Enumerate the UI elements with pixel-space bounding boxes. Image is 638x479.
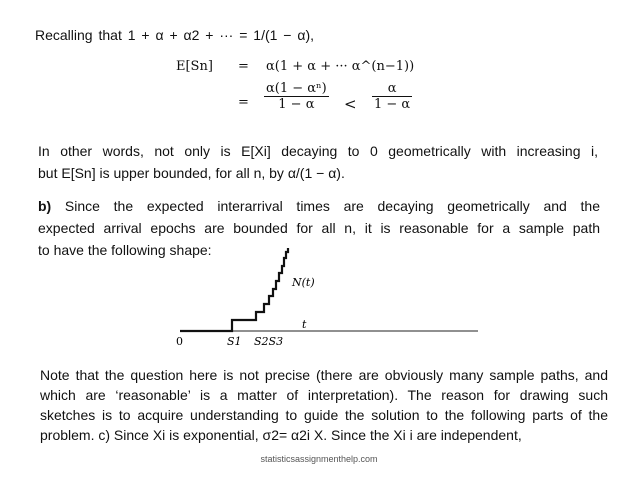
- sample-path-staircase: [180, 248, 288, 331]
- fraction-2-numerator: α: [372, 81, 412, 97]
- paragraph-line: [38, 195, 600, 217]
- equation-lhs: E[Sn]: [176, 59, 213, 74]
- fraction-1-numerator: α(1 − αⁿ): [266, 81, 327, 96]
- paragraph-line: sketches is to acquire understanding to guide the solution to the following parts of the: [40, 407, 608, 423]
- equation-equals-1: =: [238, 59, 249, 74]
- axis-label-t: t: [302, 318, 307, 331]
- paragraph-line: expected arrival epochs are bounded for all n, it is reasonable for a sample path: [38, 220, 600, 236]
- fraction-1-denominator: 1 − α: [278, 97, 315, 112]
- intro-line: Recalling that 1 + α + α2 + ··· = 1/(1 − α),: [35, 27, 315, 43]
- s1-label: S1: [227, 335, 242, 348]
- sample-path-figure: [172, 248, 482, 353]
- equation-fraction-1: [264, 81, 329, 112]
- paragraph-line: In other words, not only is E[Xi] decaying to 0 geometrically with increasing i,: [38, 143, 598, 159]
- part-b-label: b): [38, 198, 52, 214]
- curve-label: N(t): [292, 276, 315, 289]
- equation-rhs-sum: α(1 + α + ··· α^(n−1)): [266, 59, 415, 74]
- s2s3-label: S2S3: [254, 335, 284, 348]
- expectation-equation: [176, 55, 436, 125]
- fraction-2-denominator: 1 − α: [374, 97, 411, 112]
- paragraph-text: Since the expected interarrival times are decaying geometrically and the: [51, 198, 600, 214]
- equation-less-than: <: [344, 95, 357, 113]
- paragraph-line: to have the following shape:: [38, 242, 212, 258]
- equation-fraction-2: [372, 81, 412, 112]
- origin-label: 0: [176, 335, 183, 348]
- paragraph-note: [40, 365, 608, 445]
- paragraph-line: problem. c) Since Xi is exponential, σ2= α2i X. Since the Xi i are independent,: [40, 427, 522, 443]
- footer-watermark: statisticsassignmenthelp.com: [260, 454, 378, 464]
- paragraph-line: but E[Sn] is upper bounded, for all n, by α/(1 − α).: [38, 165, 345, 181]
- equation-equals-2: =: [238, 95, 249, 110]
- paragraph-other-words: [38, 140, 598, 184]
- paragraph-line: which are ‘reasonable’ is a matter of interpretation). The reason for drawing such: [40, 387, 608, 403]
- paragraph-line: Note that the question here is not precise (there are obviously many sample paths, and: [40, 367, 608, 383]
